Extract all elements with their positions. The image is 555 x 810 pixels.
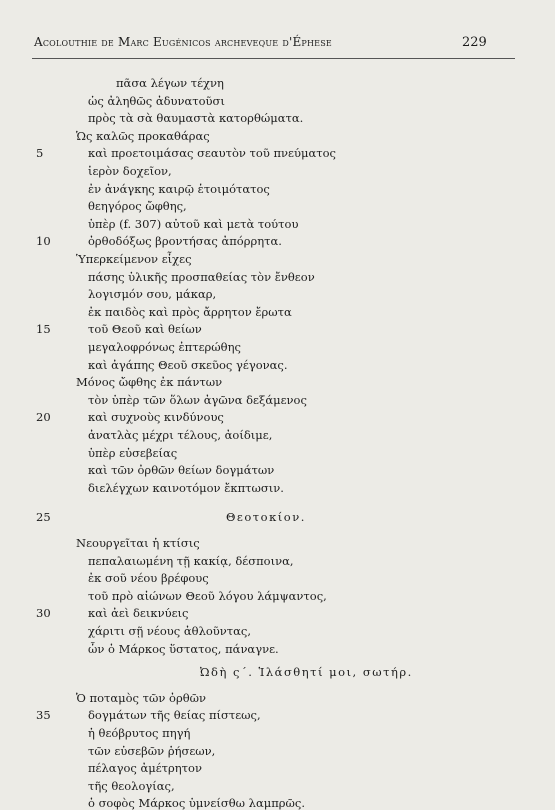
line-number: 15 <box>36 322 51 337</box>
line-number: 20 <box>36 410 51 425</box>
verse-line: ὀρθοδόξως βροντήσας ἀπόρρητα. <box>88 234 282 249</box>
verse-line: Μόνος ὤφθης ἐκ πάντων <box>76 375 223 390</box>
verse-line: διελέγχων καινοτόμον ἔκπτωσιν. <box>88 480 284 495</box>
verse-line: Ὠδὴ ς´. Ἱλάσθητί μοι, σωτήρ. <box>200 665 413 680</box>
verse-line: τῶν εὐσεβῶν ῥήσεων, <box>88 743 216 758</box>
page-number: 229 <box>462 35 487 50</box>
verse-line: ὡς ἀληθῶς ἀδυνατοῦσι <box>88 93 225 108</box>
line-number: 35 <box>36 708 51 723</box>
verse-line: Ὁ ποταμὸς τῶν ὀρθῶν <box>76 690 207 705</box>
verse-line: καὶ τῶν ὀρθῶν θείων δογμάτων <box>88 463 275 478</box>
verse-line: καὶ ἀγάπης Θεοῦ σκεῦος γέγονας. <box>88 357 288 372</box>
verse-line: ὁ σοφὸς Μάρκος ὑμνείσθω λαμπρῶς. <box>88 796 305 810</box>
verse-line: πεπαλαιωμένη τῇ κακίᾳ, δέσποινα, <box>88 553 294 568</box>
verse-line: τὸν ὑπὲρ τῶν ὅλων ἀγῶνα δεξάμενος <box>88 392 307 407</box>
verse-line: μεγαλοφρόνως ἐπτερώθης <box>88 340 241 354</box>
verse-line: ὧν ὁ Μάρκος ὕστατος, πάναγνε. <box>88 641 279 656</box>
line-number: 25 <box>36 510 51 525</box>
verse-line: ἐκ σοῦ νέου βρέφους <box>88 571 209 586</box>
verse-line: καὶ συχνοὺς κινδύνους <box>88 410 224 425</box>
verse-line: ἀνατλὰς μέχρι τέλους, ἀοίδιμε, <box>88 428 273 442</box>
verse-line: πρὸς τὰ σὰ θαυμαστὰ κατορθώματα. <box>88 111 304 126</box>
line-number: 5 <box>36 146 44 161</box>
verse-line: πᾶσα λέγων τέχνη <box>116 76 224 90</box>
verse-line: ἡ θεόβρυτος πηγή <box>88 726 191 740</box>
verse-line: Θεοτοκίον. <box>226 510 306 525</box>
verse-line: καὶ προετοιμάσας σεαυτὸν τοῦ πνεύματος <box>88 146 336 161</box>
verse-line: ἐν ἀνάγκης καιρῷ ἑτοιμότατος <box>88 181 270 196</box>
verse-line: ὑπὲρ (f. 307) αὐτοῦ καὶ μετὰ τούτου <box>88 216 299 231</box>
header-rule <box>32 58 515 59</box>
verse-line: δογμάτων τῆς θείας πίστεως, <box>88 708 261 723</box>
verse-line: τῆς θεολογίας, <box>88 778 175 793</box>
verse-line: λογισμόν σου, μάκαρ, <box>88 287 217 302</box>
line-number: 10 <box>36 234 51 249</box>
line-number: 30 <box>36 606 51 621</box>
running-title: Acolouthie de Marc Eugénicos archeveque d'Éphese <box>34 35 332 49</box>
verse-line: χάριτι σῇ νέους ἀθλοῦντας, <box>88 624 251 638</box>
verse-line: καὶ ἀεὶ δεικνύεις <box>88 606 189 621</box>
verse-line: Ὑπερκείμενον εἶχες <box>76 252 192 266</box>
verse-line: Ὡς καλῶς προκαθάρας <box>76 128 210 143</box>
verse-line: ὑπὲρ εὐσεβείας <box>88 445 178 460</box>
verse-line: θεηγόρος ὤφθης, <box>88 199 187 214</box>
verse-line: ἱερὸν δοχεῖον, <box>88 164 172 178</box>
verse-line: τοῦ Θεοῦ καὶ θείων <box>88 322 202 337</box>
verse-line: πέλαγος ἀμέτρητον <box>88 761 202 776</box>
verse-line: Νεουργεῖται ἡ κτίσις <box>76 536 200 550</box>
verse-line: τοῦ πρὸ αἰώνων Θεοῦ λόγου λάμψαντος, <box>88 588 327 603</box>
verse-line: ἐκ παιδὸς καὶ πρὸς ἄρρητον ἔρωτα <box>88 304 292 319</box>
verse-line: πάσης ὑλικῆς προσπαθείας τὸν ἔνθεον <box>88 269 315 284</box>
